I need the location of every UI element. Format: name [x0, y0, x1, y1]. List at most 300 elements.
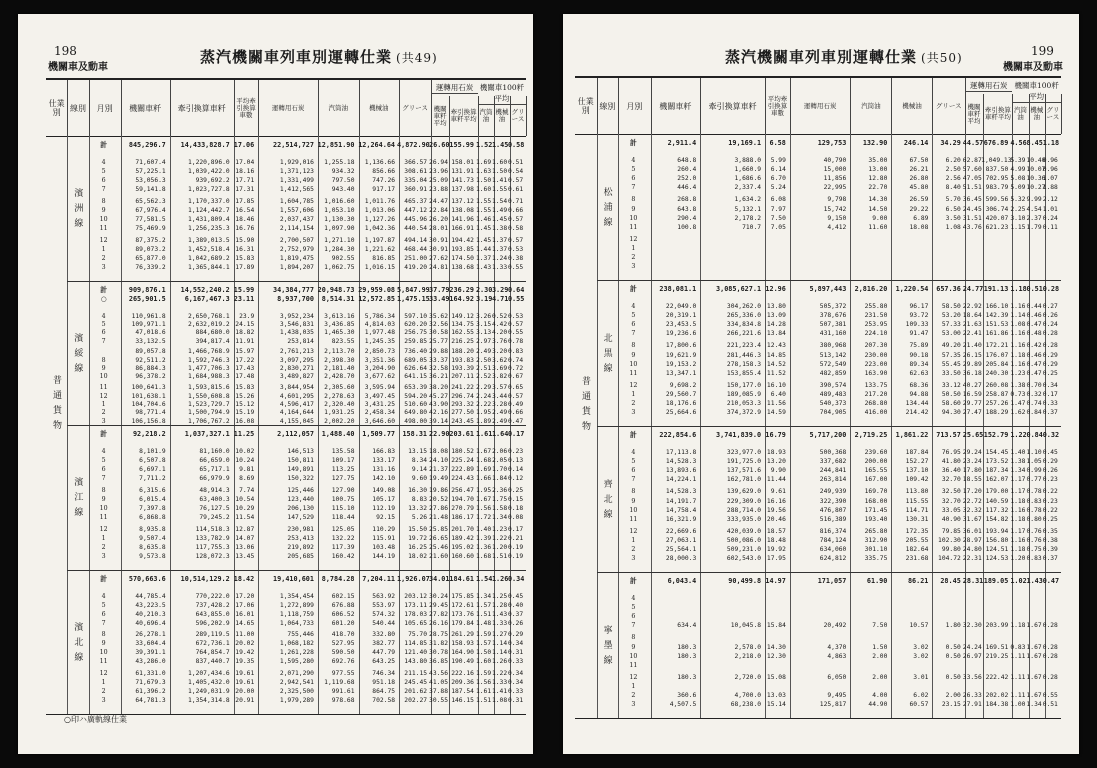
value-cell: 8,935.8	[139, 525, 166, 533]
value-cell: 0.34	[507, 679, 524, 687]
value-cell: 11.25	[233, 430, 255, 438]
value-cell: 498.00	[404, 417, 428, 425]
value-cell: 1,119.68	[324, 679, 355, 687]
month-row	[618, 254, 1059, 261]
month-row	[89, 198, 524, 205]
value-cell: 2.50	[475, 356, 492, 364]
value-cell: 378,676	[819, 312, 847, 320]
value-cell: 1.22	[491, 670, 508, 678]
month-row	[89, 544, 524, 551]
value-cell: 13,347.1	[665, 369, 697, 377]
value-cell: 0.83	[507, 348, 524, 356]
value-cell: 1,272,899	[279, 601, 314, 609]
value-cell: 22.90	[429, 430, 450, 438]
value-cell: 222.42	[985, 673, 1009, 681]
value-cell: 26.33	[962, 692, 982, 700]
value-cell: 33.12	[941, 381, 961, 389]
value-cell: 1.50	[475, 177, 492, 185]
value-cell: 784,124	[819, 536, 847, 544]
value-cell: 20.00	[235, 688, 255, 696]
value-cell: 24.24	[962, 643, 982, 651]
value-cell: 260.08	[985, 381, 1009, 389]
value-cell: 943.40	[331, 186, 355, 194]
value-cell: 150,322	[287, 475, 314, 483]
month-cell: 8	[631, 342, 636, 350]
value-cell: 240.30	[985, 369, 1009, 377]
value-cell	[698, 236, 763, 243]
value-cell: 596,202.9	[195, 619, 230, 627]
value-cell: 1,452,518.4	[188, 245, 230, 253]
value-cell: 202.27	[404, 697, 428, 705]
value-cell: 109.33	[905, 321, 929, 329]
value-cell: 1,894,207	[279, 263, 314, 271]
value-cell: 19,153.2	[665, 360, 697, 368]
value-cell: 494.14	[404, 236, 428, 244]
header-group-oil: 機關車100粁平均	[479, 83, 525, 103]
value-cell	[763, 245, 788, 252]
value-cell	[889, 613, 930, 620]
value-cell: 634,060	[819, 546, 847, 554]
month-cell: 9	[631, 351, 636, 359]
header-c4: 機關車粁	[651, 78, 702, 134]
total-row	[618, 286, 1059, 293]
value-cell: 0.44	[1026, 303, 1042, 310]
value-cell: 11.54	[235, 513, 255, 521]
value-cell: 4,863	[827, 652, 847, 660]
value-cell: 24.15	[235, 320, 255, 328]
value-cell: 6,507.8	[139, 457, 166, 465]
value-cell: 230,981	[287, 525, 314, 533]
value-cell: 222.89	[451, 466, 474, 474]
value-cell: 12.80	[868, 175, 888, 183]
value-cell: 34.01	[429, 574, 450, 583]
value-cell: 1.23	[1010, 369, 1026, 377]
value-cell: 1.37	[475, 254, 492, 262]
value-cell: 1.34	[1010, 467, 1026, 475]
line-label: 濱北線	[72, 621, 83, 667]
value-cell: 14.30	[868, 196, 888, 204]
value-cell: 0.47	[1026, 360, 1042, 368]
total-row	[89, 431, 524, 438]
month-row	[89, 593, 524, 600]
value-cell: 21.37	[429, 466, 448, 474]
value-cell: 3.44	[491, 392, 508, 400]
value-cell: 837.50	[985, 166, 1009, 174]
part-label: (共49)	[396, 51, 438, 65]
value-cell: 14.85	[766, 351, 786, 359]
value-cell: 1.60	[475, 186, 492, 194]
value-cell	[963, 263, 981, 270]
value-cell: 3.19	[475, 294, 493, 303]
header-group-coal: 運轉用石炭	[965, 80, 1013, 92]
value-cell: 1.46	[475, 215, 492, 223]
value-cell: 0.19	[507, 552, 524, 560]
value-cell: 4,700.0	[734, 692, 762, 700]
value-cell: 253.95	[864, 321, 888, 329]
value-cell: 31.51	[962, 214, 982, 222]
value-cell: 155.99	[449, 141, 474, 149]
value-cell	[1010, 604, 1026, 611]
month-row	[89, 348, 524, 355]
value-cell: 10.27	[1026, 184, 1046, 192]
value-cell: 0.84	[1026, 409, 1042, 417]
value-cell: 1.67	[1026, 652, 1042, 660]
value-cell: 1,604,785	[279, 197, 314, 205]
page-title	[200, 46, 438, 67]
value-cell: 0.51	[1042, 701, 1058, 709]
value-cell: 1.20	[491, 543, 508, 551]
value-cell: 15.12	[235, 400, 255, 408]
month-row	[618, 488, 1059, 495]
value-cell: 0.23	[1042, 497, 1058, 505]
value-cell: 2,650,768.1	[188, 312, 230, 320]
value-cell: 18.93	[766, 449, 786, 456]
value-cell: 8,514.31	[321, 294, 355, 303]
value-cell: 1.66	[475, 475, 492, 483]
value-cell: 207.30	[864, 342, 888, 350]
value-cell: 3.02	[913, 652, 929, 660]
value-cell: 6.08	[770, 196, 786, 204]
value-cell: 32.70	[941, 497, 961, 505]
value-cell: 0.52	[491, 312, 508, 320]
value-cell: 23.15	[941, 701, 961, 709]
data-table	[575, 76, 1061, 719]
title-text: 蒸汽機關車列車別運轉仕業	[200, 48, 393, 66]
value-cell: 1.11	[1010, 652, 1026, 660]
value-cell: 3.76	[491, 337, 508, 345]
header-c6: 平均牽引換算車數	[765, 78, 791, 134]
value-cell: 6,043.4	[667, 577, 697, 585]
value-cell: 33.49	[429, 294, 450, 303]
value-cell: 12.43	[766, 342, 786, 350]
value-cell: 0.51	[1026, 285, 1043, 293]
month-row	[89, 207, 524, 214]
value-cell: 837,440.7	[195, 658, 230, 666]
value-cell: 27.47	[962, 409, 982, 417]
value-cell: 12.96	[765, 285, 786, 293]
month-row	[89, 526, 524, 533]
month-row	[618, 662, 1059, 669]
value-cell: 200.00	[864, 458, 888, 466]
value-cell: 18.08	[909, 223, 929, 231]
value-cell: 1.14	[1010, 312, 1026, 320]
value-cell	[649, 662, 699, 669]
value-cell: 1.18	[1010, 546, 1026, 554]
value-cell: 44.90	[868, 701, 888, 709]
value-cell: 332.80	[372, 631, 396, 639]
value-cell: 416.00	[864, 409, 888, 417]
value-cell: 173.52	[985, 458, 1009, 466]
total-row	[89, 296, 524, 303]
value-cell: 0.99	[1026, 467, 1042, 475]
value-cell: 6.58	[769, 139, 786, 147]
value-cell: 19.72	[408, 534, 428, 542]
value-cell: 187.34	[985, 467, 1009, 475]
value-cell	[848, 236, 889, 243]
value-cell: 1.49	[491, 206, 508, 214]
value-cell: 100,641.3	[131, 384, 166, 392]
value-cell	[930, 236, 962, 243]
value-cell: 102.30	[938, 536, 961, 544]
value-cell: 20,319.1	[665, 312, 697, 320]
value-cell: 22.41	[962, 330, 982, 338]
month-cell: 8	[631, 634, 636, 642]
value-cell: 219,892	[287, 543, 314, 551]
value-cell: 19.61	[235, 679, 255, 687]
footnote: ○印ハ廣軌線仕業	[64, 715, 127, 724]
value-cell: 231.50	[864, 312, 888, 320]
month-cell: 6	[101, 177, 106, 185]
value-cell: 1,477,706.3	[188, 365, 230, 373]
value-cell: 0.51	[507, 159, 524, 166]
value-cell: 53,056.3	[135, 177, 166, 185]
value-cell: 322,390	[819, 497, 847, 505]
value-cell: 203.61	[449, 430, 474, 438]
value-cell: 574.32	[372, 610, 396, 618]
value-cell: 1.68	[475, 457, 492, 465]
value-cell: 1.45	[475, 236, 492, 244]
value-cell: 0.57	[507, 215, 524, 223]
header-c5: 牽引換算車粁	[170, 80, 235, 136]
value-cell: 281,446.3	[726, 351, 762, 359]
value-cell	[981, 595, 1010, 602]
value-cell: 3,085,627.1	[716, 285, 762, 293]
value-cell	[763, 236, 788, 243]
value-cell: 14.50	[868, 205, 888, 213]
value-cell: 261.29	[451, 631, 474, 639]
value-cell: 0.75	[1026, 546, 1042, 554]
value-cell: 32.58	[429, 365, 448, 373]
value-cell: 206,130	[287, 504, 314, 512]
value-cell: 160.60	[451, 552, 474, 560]
value-cell: 704,905	[819, 409, 847, 417]
value-cell: 0.27	[1042, 303, 1058, 310]
value-cell: 0.21	[507, 534, 524, 542]
month-cell: 7	[631, 330, 636, 338]
value-cell: 14.28	[766, 321, 786, 329]
value-cell: 1.37	[491, 236, 508, 244]
value-cell	[848, 683, 889, 690]
value-cell: 104.72	[938, 555, 961, 563]
value-cell: 2.12	[1042, 196, 1058, 204]
value-cell	[930, 595, 962, 602]
value-cell: 643.25	[372, 658, 396, 666]
value-cell: 507,381	[819, 321, 847, 329]
value-cell: 15.83	[235, 384, 255, 392]
value-cell: 374,372.9	[726, 409, 762, 417]
value-cell: 4.00	[872, 692, 888, 700]
value-cell: 431,160	[819, 330, 847, 338]
value-cell: 0.80	[1026, 515, 1042, 523]
value-cell: 1.67	[1026, 673, 1042, 681]
value-cell: 30.55	[429, 697, 448, 705]
month-row	[89, 553, 524, 560]
value-cell: 9.99	[1026, 196, 1042, 204]
header-c9: 機械油	[891, 78, 933, 134]
value-cell: 0.26	[1042, 312, 1058, 320]
value-cell: 845,296.7	[128, 141, 166, 149]
value-cell: 251.00	[404, 254, 428, 262]
value-cell: 140.59	[985, 497, 1009, 505]
value-cell: 22,669.6	[665, 527, 697, 535]
month-cell: ○	[100, 294, 107, 303]
value-cell: 1.55	[475, 206, 492, 214]
month-cell: 4	[101, 448, 106, 455]
value-cell: 1.69	[475, 159, 492, 166]
value-cell: 1.11	[1010, 673, 1026, 681]
value-cell: 13.06	[235, 543, 255, 551]
value-cell: 653.39	[404, 384, 428, 392]
month-row	[618, 361, 1059, 368]
value-cell: 33,604.4	[135, 640, 166, 648]
value-cell: 1.41	[491, 177, 508, 185]
value-cell: 0.22	[1042, 506, 1058, 514]
value-cell: 167.00	[864, 476, 888, 484]
value-cell: 146,513	[287, 448, 314, 455]
value-cell: 8.69	[239, 475, 255, 483]
right-page	[563, 14, 1079, 754]
value-cell: 7.50	[872, 622, 888, 630]
value-cell: 0.29	[1042, 458, 1058, 466]
month-row	[89, 487, 524, 494]
value-cell: 30.24	[429, 592, 448, 600]
value-cell: 86,884.3	[135, 365, 166, 373]
block-rule	[597, 280, 1061, 281]
month-cell: 8	[631, 196, 636, 204]
value-cell: 5.08	[1010, 175, 1026, 183]
value-cell: 1.08	[1010, 321, 1026, 329]
value-cell: 9.81	[239, 466, 255, 474]
value-cell: 13.15	[408, 448, 428, 455]
value-cell: 1,220.54	[895, 285, 929, 293]
value-cell: 1,245.35	[364, 337, 396, 345]
value-cell: 81,160.0	[199, 448, 230, 455]
value-cell: 301.10	[864, 546, 888, 554]
value-cell: 3.82	[491, 373, 508, 381]
value-cell: 187.84	[905, 449, 929, 456]
month-row	[618, 555, 1059, 562]
value-cell: 12.87	[235, 525, 255, 533]
value-cell: 19.49	[429, 475, 448, 483]
value-cell: 194.70	[451, 495, 474, 503]
value-cell: 1.28	[491, 601, 508, 609]
value-cell: 257.26	[985, 400, 1009, 408]
value-cell: 63,400.3	[199, 495, 230, 503]
value-cell: 7,204.11	[362, 574, 396, 583]
value-cell: 2,428.70	[324, 373, 355, 381]
value-cell: 87,375.2	[135, 236, 166, 244]
value-cell: 96.17	[909, 303, 929, 310]
value-cell: 29.89	[962, 360, 982, 368]
value-cell: 1.57	[475, 601, 492, 609]
month-row	[89, 225, 524, 232]
value-cell: 1.62	[1010, 409, 1026, 417]
value-cell: 0.76	[1026, 536, 1042, 544]
value-cell: 500,086.0	[726, 536, 762, 544]
value-cell: 4,370	[827, 643, 847, 651]
month-cell: 10	[99, 373, 108, 381]
value-cell: 672,736.1	[195, 640, 230, 648]
value-cell: 27,063.1	[665, 536, 697, 544]
value-cell: 1,097.90	[324, 224, 355, 232]
value-cell	[763, 263, 788, 270]
value-cell: 35.00	[868, 157, 888, 164]
value-cell: 124.53	[985, 555, 1009, 563]
value-cell: 13.09	[766, 312, 786, 320]
value-cell: 18.42	[233, 574, 255, 583]
value-cell: 553.97	[372, 601, 396, 609]
value-cell: 144.19	[372, 552, 396, 560]
value-cell: 16.54	[235, 206, 255, 214]
value-cell: 17.43	[235, 365, 255, 373]
month-row	[89, 679, 524, 686]
value-cell: 133.17	[372, 457, 396, 465]
value-cell: 115.55	[905, 497, 929, 505]
value-cell: 1,261,228	[279, 649, 314, 657]
value-cell	[963, 683, 981, 690]
value-cell	[1043, 604, 1059, 611]
value-cell: 3.69	[491, 365, 508, 373]
value-cell	[848, 263, 889, 270]
value-cell: 22.84	[429, 206, 448, 214]
value-cell: 39,391.1	[135, 649, 166, 657]
value-cell: 1.22	[1010, 431, 1027, 439]
value-cell: 864.75	[372, 688, 396, 696]
value-cell: 2.37	[1026, 214, 1042, 222]
value-cell: 2.36	[491, 486, 508, 494]
value-cell: 1,365,844.1	[188, 263, 230, 271]
month-row	[618, 303, 1059, 310]
value-cell: 1.43	[1026, 577, 1043, 585]
month-cell: 11	[99, 384, 108, 392]
value-cell: 4,507.5	[669, 701, 697, 709]
header-c5: 牽引換算車粁	[700, 78, 766, 134]
value-cell: 1.45	[491, 141, 509, 149]
header-c12: 牽引換算車粁平均	[983, 94, 1013, 134]
value-cell: 14.97	[765, 577, 786, 585]
value-cell: 0.32	[1042, 431, 1060, 439]
month-row	[618, 245, 1059, 252]
value-cell: 1.16	[1010, 342, 1026, 350]
month-cell: 3	[101, 697, 106, 705]
value-cell: 1.56	[475, 679, 492, 687]
month-cell: 12	[99, 670, 108, 678]
value-cell: 7,711.2	[139, 475, 166, 483]
value-cell: 246.14	[903, 139, 929, 147]
value-cell: 205.84	[985, 360, 1009, 368]
month-cell: 11	[99, 658, 108, 666]
value-cell: 1,354,314.8	[188, 697, 230, 705]
value-cell: 1.16	[1010, 360, 1026, 368]
month-cell: 7	[631, 476, 636, 484]
value-cell: 934.32	[331, 168, 355, 176]
value-cell	[1010, 634, 1026, 641]
month-row	[618, 674, 1059, 681]
value-cell: 0.48	[1026, 330, 1042, 338]
value-cell: 0.15	[507, 495, 524, 503]
header-group-oil: 機關車100粁平均	[1012, 80, 1061, 103]
value-cell	[1027, 604, 1043, 611]
block-rule	[67, 570, 526, 571]
month-cell: 9	[101, 640, 106, 648]
value-cell: 6.70	[770, 175, 786, 183]
value-cell: 17,800.6	[665, 342, 697, 350]
month-row	[89, 448, 524, 455]
value-cell: 1.20	[1010, 555, 1026, 563]
value-cell: 109.17	[331, 457, 355, 465]
value-cell: 1,706,767.2	[188, 417, 230, 425]
value-cell: 104,704.6	[131, 400, 166, 408]
